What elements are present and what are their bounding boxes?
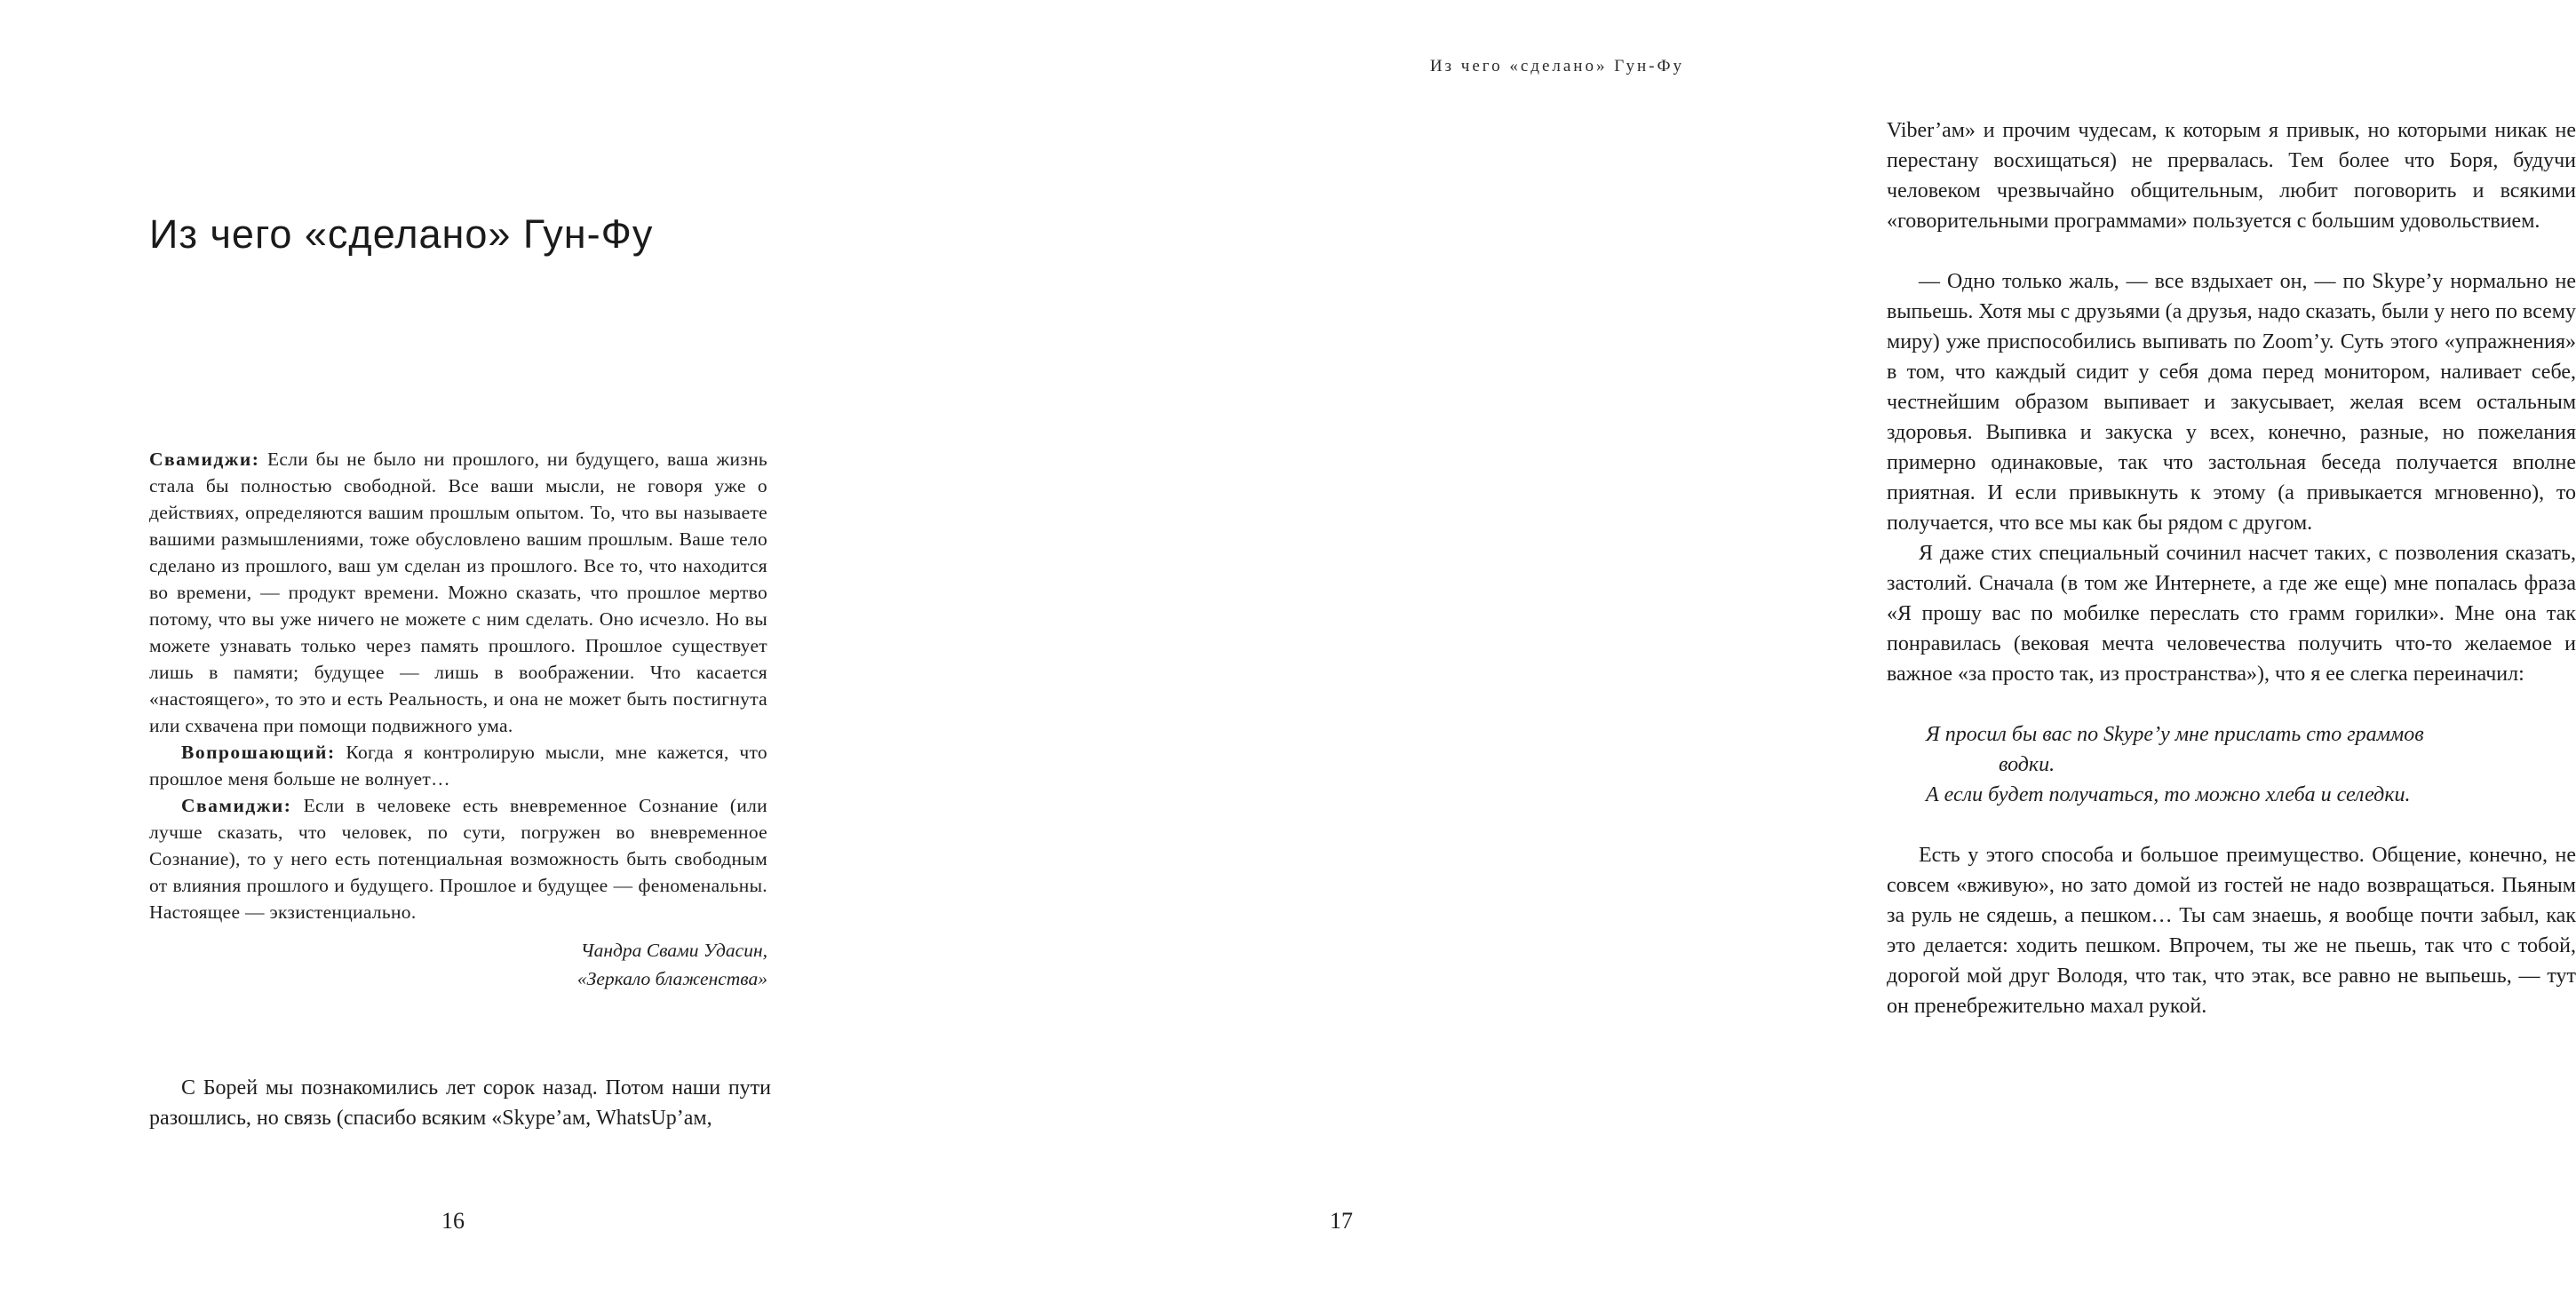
verse-line: Я просил бы вас по Skype’у мне прислать сто граммов <box>1926 723 2424 746</box>
right-page <box>888 0 2576 1302</box>
body-paragraph: Я даже стих специальный сочинил насчет таких, с позволения сказать, застолий. Сначала (в том же Интернете, а где же еще) мне попалась фраза «Я прошу вас по мобилке переслать сто грамм горилки». Мне она так понравилась (вековая мечта человечества получить что-то желаемое и важное «за просто так, из пространства»), что я ее слегка переиначил: <box>1887 542 2576 686</box>
body-paragraph: С Борей мы познакомились лет сорок назад. Потом наши пути разошлись, но связь (спасибо всяким «Skype’ам, WhatsUp’ам, <box>149 1076 771 1130</box>
verse-block <box>1926 719 2576 810</box>
epigraph-attribution <box>149 936 767 993</box>
epigraph-text: Если бы не было ни прошлого, ни будущего, ваша жизнь стала бы полностью свободной. Все ваши мысли, не говоря уже о действиях, определяются вашим прошлым опытом. То, что вы называете вашими размышлениями, тоже обусловлено вашим прошлым. Ваше тело сделано из прошлого, ваш ум сделан из прошлого. Все то, что находится во времени, — продукт времени. Можно сказать, что прошлое мертво потому, что вы уже ничего не можете с ним сделать. Оно исчезло. Но вы можете узнавать только через память прошлого. Прошлое существует лишь в памяти; будущее — лишь в воображении. Что касается «настоящего», то это и есть Реальность, и она не может быть постигнута или схвачена при помощи подвижного ума. <box>149 449 767 736</box>
epigraph-paragraph <box>149 446 767 739</box>
paragraph-gap <box>1887 236 2576 266</box>
epigraph <box>149 446 767 993</box>
verse-line-continuation: водки. <box>1999 753 2055 776</box>
speaker-label: Вопрошающий: <box>181 742 336 763</box>
attribution-work: «Зеркало блаженства» <box>576 968 767 989</box>
body-paragraph: Есть у этого способа и большое преимущество. Общение, конечно, не совсем «вживую», но зато домой из гостей не надо возвращаться. Пьяным за руль не сядешь, а пешком… Ты сам знаешь, я вообще почти забыл, как это делается: ходить пешком. Впрочем, ты же не пьешь, так что с тобой, дорогой мой друг Володя, что так, что этак, все равно не выпьешь, — тут он пренебрежительно махал рукой. <box>1887 844 2576 1018</box>
page-number-right: 17 <box>1330 1208 1353 1234</box>
body-paragraph: — Одно только жаль, — все вздыхает он, — по Skype’у нормально не выпьешь. Хотя мы с друзьями (а друзья, надо сказать, были у него по всему миру) уже приспособились выпивать по Zoom’у. Суть этого «упражнения» в том, что каждый сидит у себя дома перед монитором, наливает себе, честнейшим образом выпивает и закусывает, желая всем остальным здоровья. Выпивка и закуска у всех, конечно, разные, но пожелания примерно одинаковые, так что застольная беседа получается вполне приятная. И если привыкнуть к этому (а привыкается мгновенно), то получается, что все мы как бы рядом с другом. <box>1887 270 2576 535</box>
epigraph-text: Если в человеке есть вневременное Сознание (или лучше сказать, что человек, по сути, погружен во вневременное Сознание), то у него есть потенциальная возможность быть свободным от влияния прошлого и будущего. Прошлое и будущее — феноменальны. Настоящее — экзистенциально. <box>149 795 767 923</box>
epigraph-paragraph <box>149 739 767 792</box>
attribution-author: Чандра Свами Удасин, <box>580 940 767 961</box>
verse-line: А если будет получаться, то можно хлеба и селедки. <box>1926 783 2411 806</box>
epigraph-paragraph <box>149 792 767 925</box>
speaker-label: Свамиджи: <box>149 449 260 470</box>
body-paragraph: Viber’ам» и прочим чудесам, к которым я привык, но которыми никак не перестану восхищаться) не прервалась. Тем более что Боря, будучи человеком чрезвычайно общительным, любит поговорить и всякими «говорительными программами» пользуется с большим удовольствием. <box>1887 119 2576 233</box>
epigraph-text: Когда я контролирую мысли, мне кажется, что прошлое меня больше не волнует… <box>149 742 767 790</box>
paragraph-gap <box>1887 689 2576 719</box>
running-head: Из чего «сделано» Гун-Фу <box>1429 57 1684 75</box>
paragraph-gap <box>1887 810 2576 840</box>
right-body-text <box>1887 115 2576 1021</box>
page-number-left: 16 <box>441 1208 465 1234</box>
chapter-title: Из чего «сделано» Гун-Фу <box>149 211 654 257</box>
left-page <box>0 0 888 1302</box>
left-body-text <box>149 1073 771 1133</box>
speaker-label: Свамиджи: <box>181 795 292 816</box>
